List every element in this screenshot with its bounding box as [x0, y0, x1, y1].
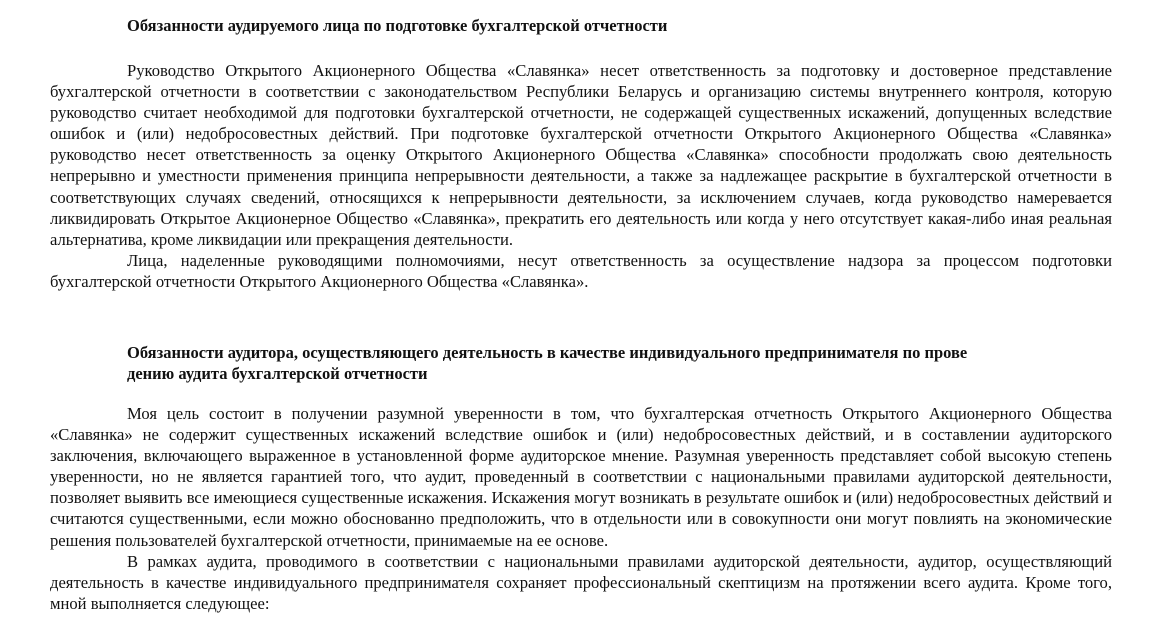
section-heading-auditor-responsibilities — [127, 342, 1117, 384]
paragraph: В рамках аудита, проводимого в соответствии с национальными правилами аудиторской деятельности, аудитор, осуществляющий деятельность в качестве индивидуального предпринимателя сохраняет профессиональный скептицизм на протяжении всего аудита. Кроме того, мной выполняется следующее: — [50, 551, 1112, 613]
paragraph: Лица, наделенные руководящими полномочиями, несут ответственность за осуществление надзора за процессом подготовки бухгалтерской отчетности Открытого Акционерного Общества «Славянка». — [50, 250, 1112, 291]
heading-line: Обязанности аудитора, осуществляющего деятельность в качестве индивидуального предпринимателя по прове — [127, 343, 968, 362]
section-body-auditee-responsibilities — [50, 60, 1112, 292]
section-heading-auditee-responsibilities: Обязанности аудируемого лица по подготовке бухгалтерской отчетности — [127, 16, 668, 35]
section-body-auditor-responsibilities — [50, 403, 1112, 614]
paragraph: Моя цель состоит в получении разумной уверенности в том, что бухгалтерская отчетность Открытого Акционерного Общества «Славянка» не содержит существенных искажений вследствие ошибок и (или) недобросовестных действий, и в составлении аудиторского заключения, включающего выраженное в установленной форме аудиторское мнение. Разумная уверенность представляет собой высокую степень уверенности, но не является гарантией того, что аудит, проведенный в соответствии с национальными правилами аудиторской деятельности, позволяет выявить все имеющиеся существенные искажения. Искажения могут возникать в результате ошибок и (или) недобросовестных действий и считаются существенными, если можно обоснованно предположить, что в отдельности или в совокупности они могут повлиять на экономические решения пользователей бухгалтерской отчетности, принимаемые на ее основе. — [50, 404, 1112, 550]
paragraph: Руководство Открытого Акционерного Общества «Славянка» несет ответственность за подготовку и достоверное представление бухгалтерской отчетности в соответствии с законодательством Республики Беларусь и организацию системы внутреннего контроля, которую руководство считает необходимой для подготовки бухгалтерской отчетности, не содержащей существенных искажений, допущенных вследствие ошибок и (или) недобросовестных действий. При подготовке бухгалтерской отчетности Открытого Акционерного Общества «Славянка» руководство несет ответственность за оценку Открытого Акционерного Общества «Славянка» способности продолжать свою деятельность непрерывно и уместности применения принципа непрерывности деятельности, а также за надлежащее раскрытие в бухгалтерской отчетности в соответствующих случаях сведений, относящихся к непрерывности деятельности, за исключением случаев, когда руководство намеревается ликвидировать Открытое Акционерное Общество «Славянка», прекратить его деятельность или когда у него отсутствует какая-либо иная реальная альтернатива, кроме ликвидации или прекращения деятельности. — [50, 61, 1112, 249]
heading-line: дению аудита бухгалтерской отчетности — [127, 364, 428, 383]
